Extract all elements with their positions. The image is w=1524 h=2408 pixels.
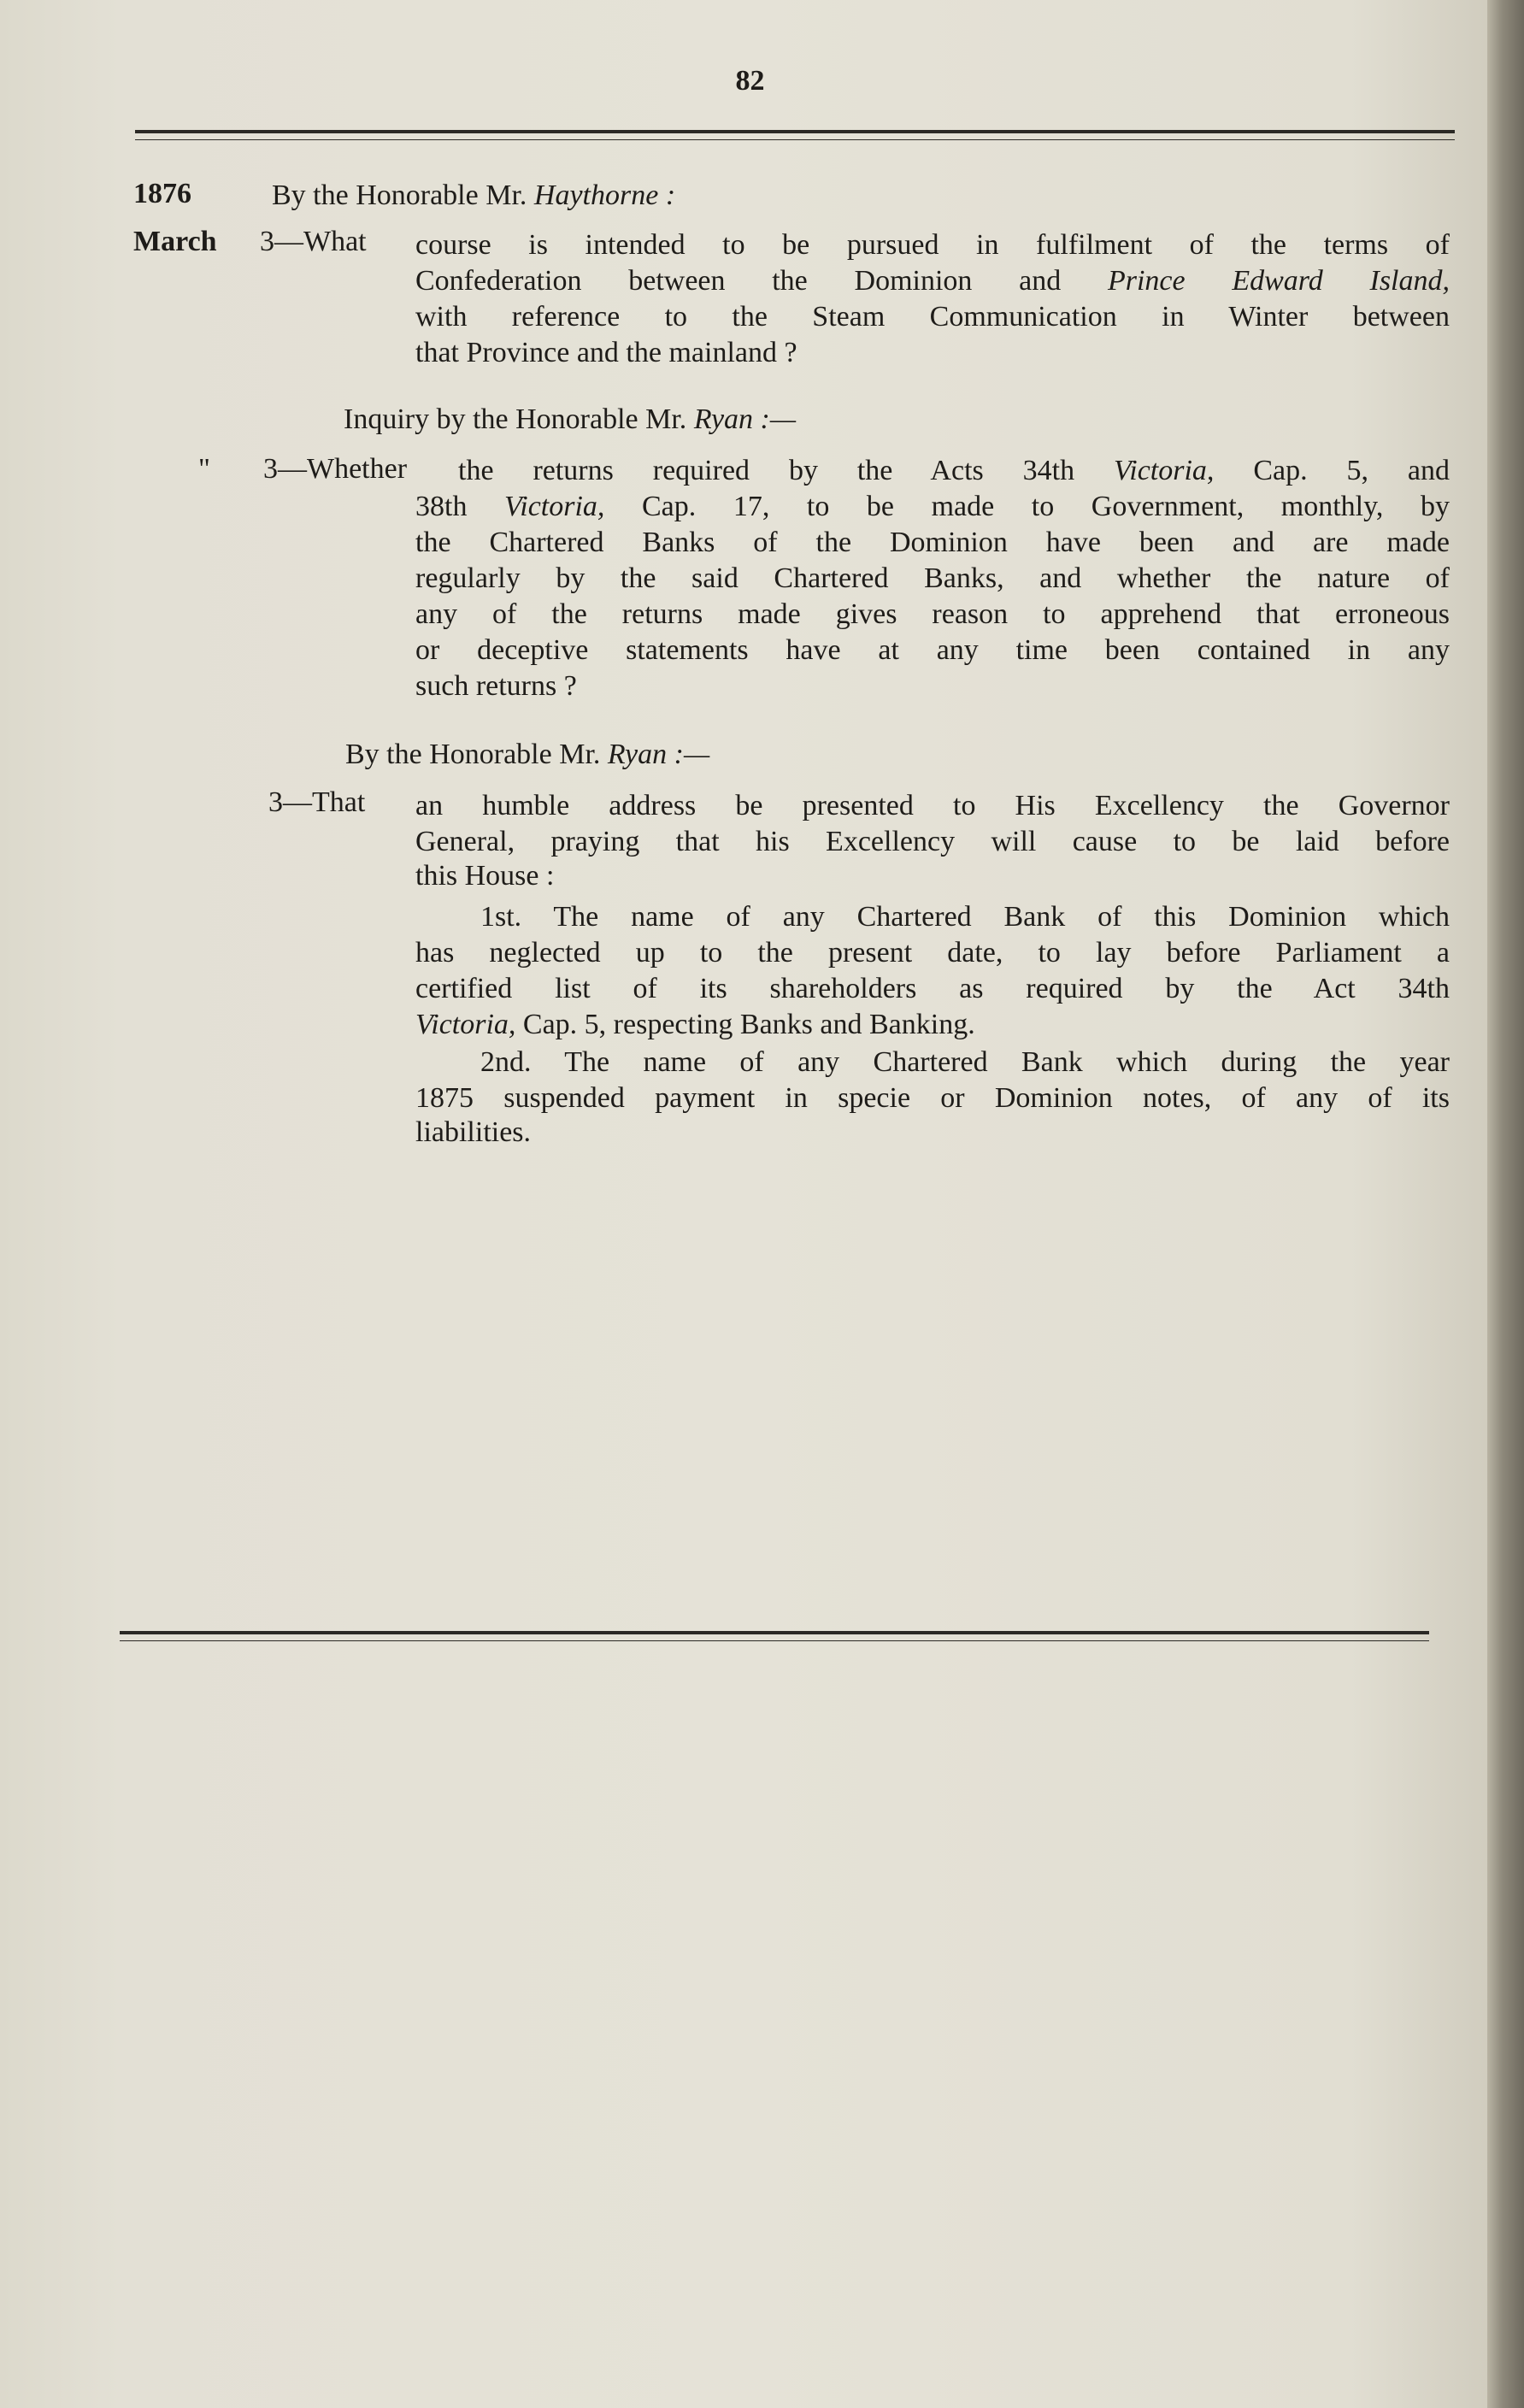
entry-3-item-1-line-4-text: Cap. 5, respecting Banks and Banking. xyxy=(515,1009,975,1040)
entry-3-item-1-line-4 xyxy=(415,1007,975,1043)
entry-1-line-3: with reference to the Steam Communication in Winter between xyxy=(415,301,1450,333)
entry-1-line-2-text: Confederation between the Dominion and xyxy=(415,265,1108,297)
entry-3-line-2: General, praying that his Excellency will cause to be laid before xyxy=(415,826,1450,857)
entry-2-line-3: the Chartered Banks of the Dominion have been and are made xyxy=(415,527,1450,558)
entry-3-number: 3—That xyxy=(268,786,366,818)
entry-3-heading-prefix: By the Honorable Mr. xyxy=(345,739,608,770)
entry-1-heading-name: Haythorne : xyxy=(533,180,676,211)
entry-1-line-2 xyxy=(415,263,1450,299)
entry-3-heading xyxy=(345,737,709,773)
year-label: 1876 xyxy=(133,178,191,209)
entry-2-line-1-c: Cap. 5, and xyxy=(1214,455,1450,486)
entry-3-item-2-line-1: 2nd. The name of any Chartered Bank which during the year xyxy=(480,1046,1450,1078)
entry-3-item-2-line-3: liabilities. xyxy=(415,1116,532,1148)
entry-2-line-7: such returns ? xyxy=(415,670,577,702)
entry-1-number: 3—What xyxy=(260,226,367,257)
ditto-mark: " xyxy=(198,453,210,485)
entry-1-place-name: Prince Edward Island, xyxy=(1107,265,1450,297)
entry-2-line-5: any of the returns made gives reason to apprehend that erroneous xyxy=(415,598,1450,630)
entry-1-heading xyxy=(272,178,675,214)
entry-2-heading-prefix: Inquiry by the Honorable Mr. xyxy=(344,403,694,435)
entry-2-line-1 xyxy=(458,453,1450,489)
entry-2-line-2-italic: Victoria, xyxy=(504,491,605,522)
month-label: March xyxy=(133,226,217,257)
entry-3-line-1: an humble address be presented to His Excellency the Governor xyxy=(415,790,1450,821)
entry-3-item-1-line-2: has neglected up to the present date, to lay before Parliament a xyxy=(415,937,1450,968)
top-rule xyxy=(135,130,1455,140)
entry-2-line-2-c: Cap. 17, to be made to Government, monthly, by xyxy=(604,491,1450,522)
entry-1-line-1: course is intended to be pursued in fulfilment of the terms of xyxy=(415,229,1450,261)
book-gutter xyxy=(1487,0,1524,2408)
entry-2-line-4: regularly by the said Chartered Banks, and whether the nature of xyxy=(415,562,1450,594)
entry-2-line-2 xyxy=(415,489,1450,525)
entry-3-heading-name: Ryan :— xyxy=(607,739,710,770)
bottom-rule xyxy=(120,1631,1429,1641)
entry-2-line-6: or deceptive statements have at any time been contained in any xyxy=(415,634,1450,666)
entry-3-line-3: this House : xyxy=(415,860,555,892)
entry-2-heading xyxy=(344,402,796,438)
page-number: 82 xyxy=(735,65,765,97)
entry-2-heading-name: Ryan :— xyxy=(693,403,797,435)
entry-3-item-1-line-1: 1st. The name of any Chartered Bank of this Dominion which xyxy=(480,901,1450,933)
entry-2-line-2-a: 38th xyxy=(415,491,505,522)
entry-1-line-4: that Province and the mainland ? xyxy=(415,337,797,368)
entry-3-item-2-line-2: 1875 suspended payment in specie or Dominion notes, of any of its xyxy=(415,1082,1450,1114)
entry-3-item-1-italic: Victoria, xyxy=(415,1009,516,1040)
entry-2-line-1-italic: Victoria, xyxy=(1114,455,1215,486)
entry-2-number: 3—Whether xyxy=(263,453,408,485)
entry-1-heading-prefix: By the Honorable Mr. xyxy=(272,180,534,211)
entry-3-item-1-line-3: certified list of its shareholders as required by the Act 34th xyxy=(415,973,1450,1004)
entry-2-line-1-a: the returns required by the Acts 34th xyxy=(458,455,1115,486)
